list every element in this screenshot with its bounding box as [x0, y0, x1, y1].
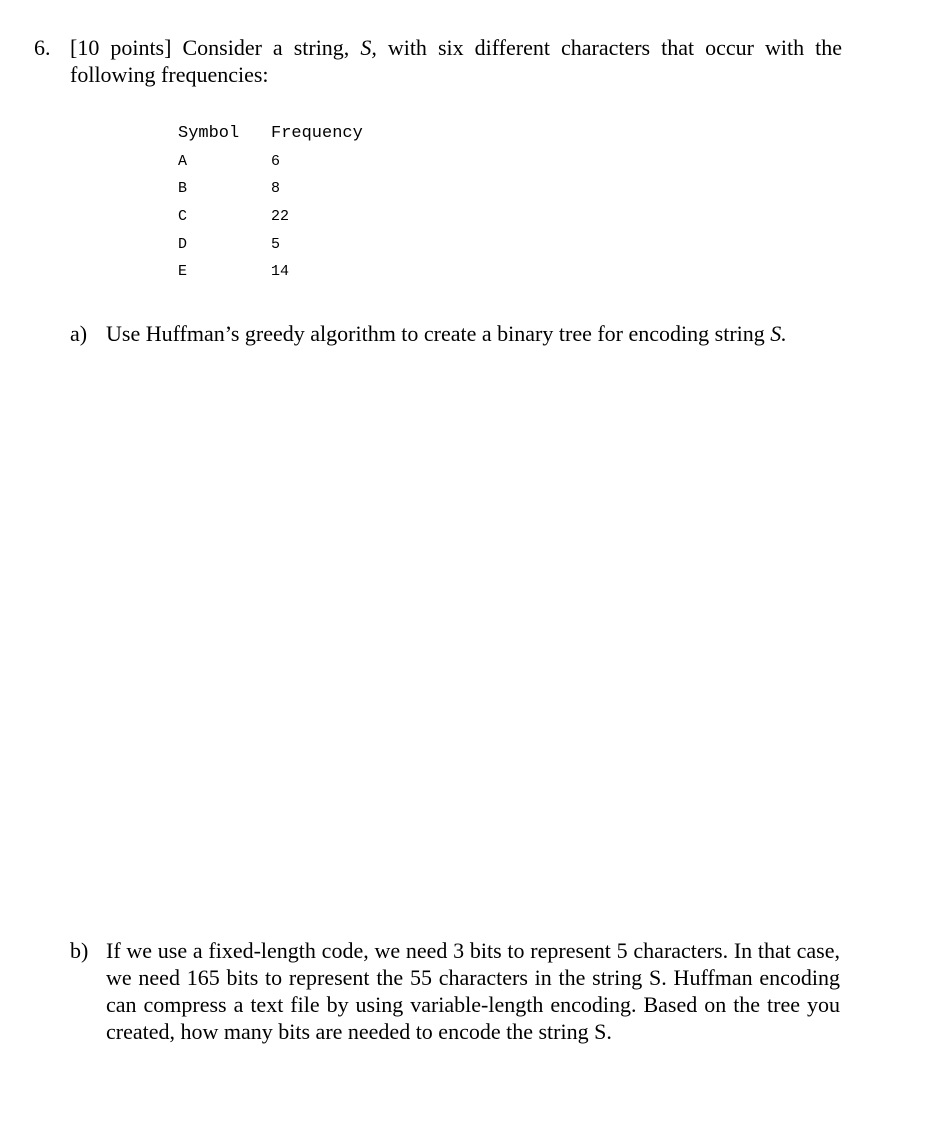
table-row [178, 175, 363, 203]
symbol-cell: B [178, 180, 188, 198]
frequency-cell: 6 [271, 152, 281, 170]
string-variable: S, [360, 35, 377, 60]
frequency-cell: 14 [271, 263, 290, 281]
frequency-table [178, 120, 363, 286]
table-row [178, 148, 363, 176]
question-intro [70, 34, 842, 88]
symbol-cell: A [178, 152, 188, 170]
frequency-cell: 5 [271, 235, 281, 253]
symbol-header: Symbol [178, 124, 240, 144]
part-b-text: If we use a fixed-length code, we need 3 bits to represent 5 characters. In that case, we need 165 bits to represent the 55 characters in the string S. Huffman encoding can compress a text file by using variable-length encoding. Based on the tree you created, how many bits are needed to encode the string S. [106, 938, 840, 1044]
part-a-question: Use Huffman’s greedy algorithm to create a binary tree for encoding string [106, 321, 771, 346]
table-header-row [178, 120, 363, 148]
part-a-label: a) [70, 321, 88, 346]
symbol-cell: C [178, 208, 188, 226]
frequency-header: Frequency [271, 124, 363, 144]
part-a-text [106, 320, 842, 347]
question-number: 6. [34, 35, 51, 60]
table-row [178, 258, 363, 286]
table-row [178, 230, 363, 258]
symbol-cell: E [178, 263, 188, 281]
question-intro-text: Consider a string, [182, 35, 361, 60]
table-row [178, 203, 363, 231]
question-points: [10 points] [70, 35, 172, 60]
answer-space-part-a[interactable] [70, 360, 842, 930]
part-b-label: b) [70, 938, 89, 963]
question-intro-text-end: with six different characters that occur with the following frequencies: [70, 35, 842, 87]
symbol-cell: D [178, 235, 188, 253]
frequency-cell: 22 [271, 208, 290, 226]
frequency-cell: 8 [271, 180, 281, 198]
string-variable: S. [770, 321, 787, 346]
